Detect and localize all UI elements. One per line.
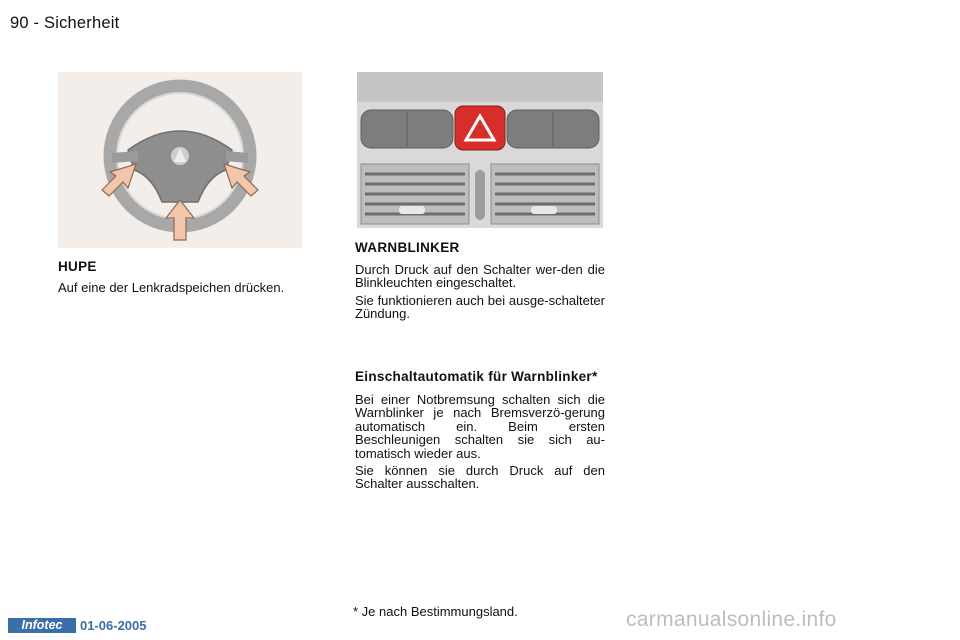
hazard-heading: WARNBLINKER (355, 240, 460, 255)
auto-hazard-heading: Einschaltautomatik für Warnblinker* (355, 369, 598, 384)
hazard-button-icon (455, 106, 505, 150)
horn-heading: HUPE (58, 259, 97, 274)
hazard-paragraph-2: Sie funktionieren auch bei ausge-schalteter Zündung. (355, 292, 605, 322)
hazard-section (355, 240, 605, 325)
auto-hazard-paragraph-2: Sie können sie durch Druck auf den Schalter ausschalten. (355, 463, 605, 492)
hazard-switch-illustration (357, 72, 603, 228)
page-header: 90 - Sicherheit (10, 14, 120, 32)
horn-text (58, 281, 308, 298)
horn-paragraph: Auf eine der Lenkradspeichen drücken. (58, 280, 285, 295)
footer-date: 01-06-2005 (80, 618, 147, 633)
footnote: * Je nach Bestimmungsland. (353, 604, 518, 619)
auto-hazard-section (355, 369, 605, 495)
auto-hazard-paragraph-1: Bei einer Notbremsung schalten sich die Warnblinker je nach Bremsverzö-gerung automatisch ein. Beim ersten Beschleunigen schalten sie sich au-tomatisch wieder aus. (355, 392, 605, 461)
hazard-paragraph-1: Durch Druck auf den Schalter wer-den die Blinkleuchten eingeschaltet. (355, 262, 605, 291)
watermark: carmanualsonline.info (626, 608, 837, 631)
steering-wheel-illustration (58, 72, 302, 248)
infotec-badge: Infotec (8, 618, 76, 633)
